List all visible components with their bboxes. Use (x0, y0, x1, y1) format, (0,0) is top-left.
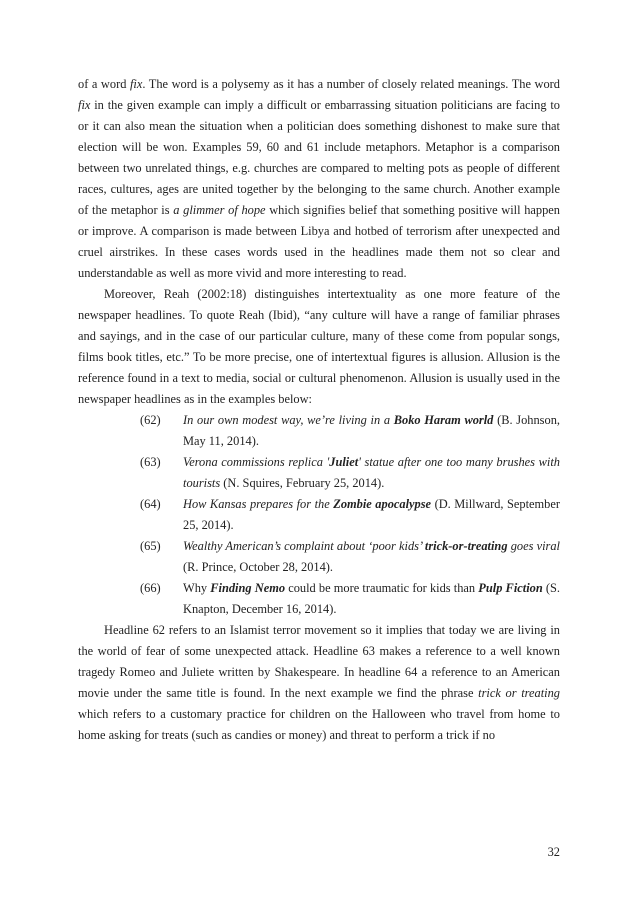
example-text (149, 494, 560, 536)
body-text (78, 74, 560, 746)
headline-example (78, 494, 560, 536)
italic-text: ' statue after one too many brushes with tourists (183, 455, 560, 490)
headline-example (78, 410, 560, 452)
example-number: (65) (140, 539, 161, 553)
text-run: Why (183, 581, 211, 595)
bold-reference-text: Pulp Fiction (478, 581, 543, 595)
text-run: (S. Knapton, December 16, 2014). (183, 581, 561, 616)
text-run: (B. Johnson, May 11, 2014). (183, 413, 560, 448)
italic-text: Wealthy American’s complaint about ‘poor kids’ (183, 539, 425, 553)
example-number: (62) (140, 413, 161, 427)
text-run: of a word (78, 77, 130, 91)
italic-text: How Kansas prepares for the (183, 497, 334, 511)
example-text (149, 536, 560, 578)
headline-example (78, 578, 560, 620)
italic-text: a glimmer of hope (173, 203, 266, 217)
italic-text: fix (129, 77, 143, 91)
text-run: in the given example can imply a difficult or embarrassing situation politicians are facing to or it can also mean the situation when a politician does something dishonest to make sure that election will be won. Examples 59, 60 and 61 include metaphors. Metaphor is a comparison between two unrelated things, e.g. churches are compared to melting pots as people of different races, cultures, ages are united together by the belonging to the same church. Another example of the metaphor is (78, 98, 560, 217)
text-run: (N. Squires, February 25, 2014). (220, 476, 385, 490)
bold-reference-text: Zombie apocalypse (333, 497, 432, 511)
text-run: Headline 62 refers to an Islamist terror movement so it implies that today we are living in the world of fear of some unexpected attack. Headline 63 makes a reference to a well known tragedy Romeo and Juliete written by Shakespeare. In headline 64 a reference to an American movie under the same title is found. In the next example we find the phrase (78, 623, 560, 700)
headline-examples-list (78, 410, 560, 620)
italic-text: fix (78, 98, 91, 112)
bold-reference-text: Boko Haram world (393, 413, 494, 427)
text-run: (R. Prince, October 28, 2014). (183, 560, 334, 574)
example-number: (64) (140, 497, 161, 511)
italic-text: goes viral (507, 539, 561, 553)
paragraph-metaphors (78, 74, 560, 284)
headline-example (78, 536, 560, 578)
example-text (149, 452, 560, 494)
example-text (149, 410, 560, 452)
text-run: (D. Millward, September 25, 2014). (183, 497, 560, 532)
italic-text: trick or treating (478, 686, 560, 700)
example-number: (63) (140, 455, 161, 469)
page-number: 32 (547, 845, 560, 859)
text-run: Moreover, Reah (2002:18) distinguishes intertextuality as one more feature of the newspaper headlines. To quote Reah (Ibid), “any culture will have a range of familiar phrases and sayings, and in the case of our particular culture, many of these come from popular songs, films book titles, etc.” To be more precise, one of intertextual figures is allusion. Allusion is the reference found in a text to media, social or cultural phenomenon. Allusion is usually used in the newspaper headlines as in the examples below: (78, 287, 560, 406)
text-run: which signifies belief that something positive will happen or improve. A comparison is made between Libya and hotbed of terrorism after unexpected and cruel airstrikes. In these cases words used in the headlines made them not so clear and understandable as well as more vivid and more interesting to read. (78, 203, 560, 280)
paragraph-headline-analysis (78, 620, 560, 746)
bold-reference-text: trick-or-treating (424, 539, 508, 553)
text-run: . The word is a polysemy as it has a number of closely related meanings. The word (142, 77, 560, 91)
example-number: (66) (140, 581, 161, 595)
example-text (149, 578, 560, 620)
italic-text: In our own modest way, we’re living in a (183, 413, 394, 427)
bold-reference-text: Finding Nemo (210, 581, 286, 595)
text-run: which refers to a customary practice for children on the Halloween who travel from home to home asking for treats (such as candies or money) and threat to perform a trick if no (78, 707, 560, 742)
text-run: could be more traumatic for kids than (285, 581, 479, 595)
paragraph-intertextuality (78, 284, 560, 410)
italic-text: Verona commissions replica ' (183, 455, 330, 469)
bold-reference-text: Juliet (329, 455, 359, 469)
headline-example (78, 452, 560, 494)
